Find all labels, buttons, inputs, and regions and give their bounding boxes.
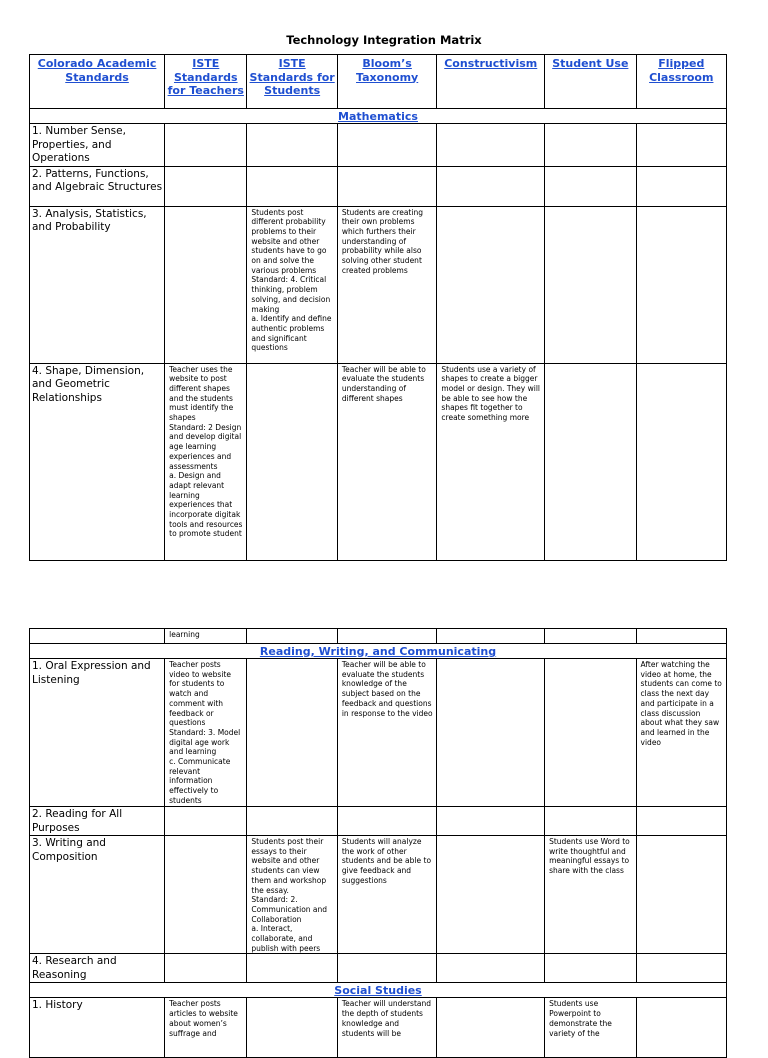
constructivism-cell bbox=[437, 807, 545, 836]
flipped-cell bbox=[636, 836, 726, 954]
table-row bbox=[30, 807, 727, 836]
student-use-cell bbox=[545, 124, 636, 167]
header-flipped-classroom[interactable]: Flipped Classroom bbox=[636, 55, 726, 109]
constructivism-cell bbox=[437, 659, 545, 807]
table-row bbox=[30, 363, 727, 560]
matrix-table-page-1 bbox=[29, 54, 727, 561]
student-use-cell bbox=[545, 954, 636, 983]
iste-teachers-cell: learning bbox=[165, 629, 247, 644]
table-row bbox=[30, 836, 727, 954]
blooms-cell: Students are creating their own problems which furthers their understanding of probability while also solving other student created problems bbox=[337, 206, 437, 363]
standard-cell: 1. History bbox=[30, 998, 165, 1058]
table-row bbox=[30, 998, 727, 1058]
student-use-cell bbox=[545, 166, 636, 206]
iste-teachers-cell bbox=[165, 206, 247, 363]
constructivism-cell bbox=[437, 998, 545, 1058]
iste-students-cell bbox=[247, 166, 337, 206]
standard-cell: 1. Number Sense, Properties, and Operations bbox=[30, 124, 165, 167]
blooms-cell bbox=[337, 954, 437, 983]
constructivism-cell bbox=[437, 206, 545, 363]
standard-cell bbox=[30, 629, 165, 644]
constructivism-cell bbox=[437, 954, 545, 983]
flipped-cell bbox=[636, 363, 726, 560]
student-use-cell bbox=[545, 206, 636, 363]
iste-teachers-cell bbox=[165, 166, 247, 206]
iste-teachers-cell bbox=[165, 954, 247, 983]
iste-teachers-cell bbox=[165, 807, 247, 836]
constructivism-cell bbox=[437, 629, 545, 644]
constructivism-cell bbox=[437, 836, 545, 954]
student-use-cell: Students use Powerpoint to demonstrate the variety of the bbox=[545, 998, 636, 1058]
iste-students-cell bbox=[247, 659, 337, 807]
constructivism-cell bbox=[437, 166, 545, 206]
blooms-cell bbox=[337, 807, 437, 836]
header-iste-students[interactable]: ISTE Standards for Students bbox=[247, 55, 337, 109]
iste-students-cell bbox=[247, 998, 337, 1058]
blooms-cell bbox=[337, 124, 437, 167]
flipped-cell bbox=[636, 124, 726, 167]
section-reading-writing[interactable]: Reading, Writing, and Communicating bbox=[30, 644, 727, 659]
table-row-continued bbox=[30, 629, 727, 644]
flipped-cell bbox=[636, 807, 726, 836]
flipped-cell: After watching the video at home, the students can come to class the next day and participate in a class discussion about what they saw and learned in the video bbox=[636, 659, 726, 807]
iste-students-cell bbox=[247, 629, 337, 644]
constructivism-cell bbox=[437, 124, 545, 167]
iste-students-cell bbox=[247, 363, 337, 560]
student-use-cell: Students use Word to write thoughtful and meaningful essays to share with the class bbox=[545, 836, 636, 954]
table-row bbox=[30, 659, 727, 807]
student-use-cell bbox=[545, 629, 636, 644]
standard-cell: 2. Patterns, Functions, and Algebraic Structures bbox=[30, 166, 165, 206]
iste-students-cell bbox=[247, 807, 337, 836]
header-constructivism[interactable]: Constructivism bbox=[437, 55, 545, 109]
standard-cell: 3. Analysis, Statistics, and Probability bbox=[30, 206, 165, 363]
header-student-use[interactable]: Student Use bbox=[545, 55, 636, 109]
standard-cell: 4. Research and Reasoning bbox=[30, 954, 165, 983]
iste-teachers-cell: Teacher posts articles to website about women’s suffrage and bbox=[165, 998, 247, 1058]
header-iste-teachers[interactable]: ISTE Standards for Teachers bbox=[165, 55, 247, 109]
standard-cell: 2. Reading for All Purposes bbox=[30, 807, 165, 836]
iste-teachers-cell bbox=[165, 124, 247, 167]
student-use-cell bbox=[545, 659, 636, 807]
flipped-cell bbox=[636, 629, 726, 644]
blooms-cell: Teacher will be able to evaluate the students knowledge of the subject based on the feedback and questions in response to the video bbox=[337, 659, 437, 807]
table-row bbox=[30, 954, 727, 983]
iste-students-cell: Students post their essays to their website and other students can view them and workshop the essay. Standard: 2. Communication and Collaboration a. Interact, collaborate, and publish with peers bbox=[247, 836, 337, 954]
blooms-cell bbox=[337, 166, 437, 206]
iste-students-cell: Students post different probability problems to their website and other students have to go on and solve the various problems Standard: 4. Critical thinking, problem solving, and decision making a. Identify and define authentic problems and significant questions bbox=[247, 206, 337, 363]
table-row bbox=[30, 124, 727, 167]
constructivism-cell: Students use a variety of shapes to create a bigger model or design. They will be able to see how the shapes fit together to create something more bbox=[437, 363, 545, 560]
standard-cell: 4. Shape, Dimension, and Geometric Relationships bbox=[30, 363, 165, 560]
iste-teachers-cell: Teacher uses the website to post different shapes and the students must identify the shapes Standard: 2 Design and develop digital age learning experiences and assessments a. Design and adapt relevant learning experiences that incorporate digitak tools and resources to promote student bbox=[165, 363, 247, 560]
header-blooms-taxonomy[interactable]: Bloom’s Taxonomy bbox=[337, 55, 437, 109]
flipped-cell bbox=[636, 954, 726, 983]
section-row bbox=[30, 983, 727, 998]
blooms-cell: Teacher will understand the depth of students knowledge and students will be bbox=[337, 998, 437, 1058]
section-row bbox=[30, 644, 727, 659]
blooms-cell bbox=[337, 629, 437, 644]
blooms-cell: Students will analyze the work of other students and be able to give feedback and suggestions bbox=[337, 836, 437, 954]
standard-cell: 3. Writing and Composition bbox=[30, 836, 165, 954]
matrix-table-page-2 bbox=[29, 628, 727, 1058]
flipped-cell bbox=[636, 998, 726, 1058]
iste-teachers-cell: Teacher posts video to website for students to watch and comment with feedback or questions Standard: 3. Model digital age work and learning c. Communicate relevant information effectively to students bbox=[165, 659, 247, 807]
student-use-cell bbox=[545, 363, 636, 560]
iste-teachers-cell bbox=[165, 836, 247, 954]
document-title: Technology Integration Matrix bbox=[286, 33, 482, 47]
student-use-cell bbox=[545, 807, 636, 836]
iste-students-cell bbox=[247, 124, 337, 167]
header-colorado-standards[interactable]: Colorado Academic Standards bbox=[30, 55, 165, 109]
flipped-cell bbox=[636, 166, 726, 206]
standard-cell: 1. Oral Expression and Listening bbox=[30, 659, 165, 807]
section-row bbox=[30, 109, 727, 124]
table-row bbox=[30, 166, 727, 206]
header-row bbox=[30, 55, 727, 109]
table-row bbox=[30, 206, 727, 363]
blooms-cell: Teacher will be able to evaluate the students understanding of different shapes bbox=[337, 363, 437, 560]
section-mathematics[interactable]: Mathematics bbox=[30, 109, 727, 124]
section-social-studies[interactable]: Social Studies bbox=[30, 983, 727, 998]
iste-students-cell bbox=[247, 954, 337, 983]
flipped-cell bbox=[636, 206, 726, 363]
